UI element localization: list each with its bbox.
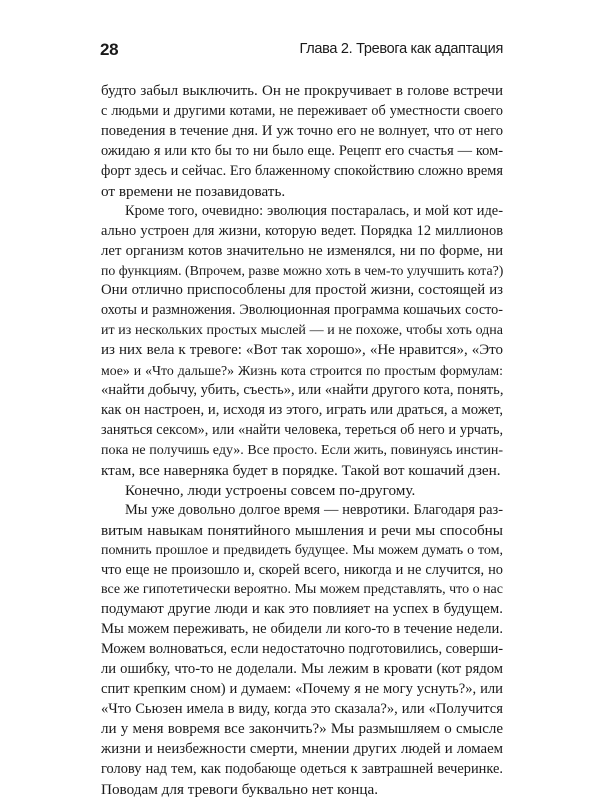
text-line: «найти добычу, убить, съесть», или «найти другого кота, понять, [101,382,504,399]
chapter-title: Глава 2. Тревога как адаптация [299,41,503,57]
text-line: Они отлично приспособлены для простой жизни, состоящей из [101,282,503,299]
text-line: Мы можем переживать, не обидели ли кого-то в течение недели. [101,621,503,638]
text-line: жизни и неизбежности смерти, мнении других людей и ломаем [101,740,503,757]
paragraph-first-line: Мы уже довольно долгое время — невротики. Благодаря раз- [125,501,503,518]
text-line: от времени не позавидовать. [101,182,286,200]
text-line: помнить прошлое и предвидеть будущее. Мы можем думать о том, [101,542,503,558]
paragraph-first-line: Кроме того, очевидно: эволюция постаралась, и мой кот иде- [125,202,503,219]
text-line: голову над тем, как подобающе одеться к завтрашней вечеринке. [101,760,503,777]
text-line: ит из нескольких простых мыслей — и не похоже, чтобы хоть одна [101,323,503,339]
text-line: подумают другие люди и как это повлияет на успех в будущем. [101,601,503,618]
text-line: витым навыкам понятийного мышления и речи мы способны [101,521,503,539]
body-text [101,82,503,800]
text-line: пока не получишь еду». Все просто. Если жить, повинуясь инстин- [101,442,503,458]
text-line: с людьми и другими котами, не переживает об уместности своего [101,102,503,119]
text-line: Можем волноваться, если недостаточно подготовились, соверши- [101,641,504,658]
text-line: из них вела к тревоге: «Вот так хорошо», «Не нравится», «Это [101,342,503,359]
text-line: будто забыл выключить. Он не прокручивает в голове встречи [101,83,503,99]
text-line: ли ошибку, что-то не доделали. Мы лежим в кровати (кот рядом [101,661,503,678]
text-line: все же гипотетически вероятно. Мы можем представлять, что о нас [101,582,503,598]
text-line: поведения в течение дня. И уж точно его не волнует, что от него [101,122,503,139]
paragraph-first-line: Конечно, люди устроены совсем по-другому. [125,481,416,499]
text-line: по функциям. (Впрочем, разве можно хоть в чем-то улучшить кота?) [101,263,504,279]
text-line: лет организм котов значительно не изменялся, ни по форме, ни [101,242,503,259]
text-line: что еще не произошло и, скорей всего, никогда и не случится, но [101,561,503,578]
text-line: форт здесь и сейчас. Его блаженному спокойствию сложно время [101,162,503,179]
text-line: как он настроен, и, исходя из этого, играть или драться, а может, [101,402,503,418]
text-line: ктам, все наверняка будет в порядке. Такой вот кошачий дзен. [101,461,501,479]
text-line: охоты и размножения. Эволюционная программа кошачьих состо- [101,302,503,319]
page-number: 28 [100,40,119,59]
running-head [100,40,503,64]
text-line: «Что Сьюзен имела в виду, когда это сказала?», или «Получится [101,701,503,718]
text-line: Поводам для тревоги буквально нет конца. [101,780,379,798]
text-line: ожидаю я или кто бы то ни было еще. Рецепт его счастья — ком- [101,142,503,159]
text-line: заняться сексом», или «найти человека, тереться об него и урчать, [101,421,503,438]
text-line: мое» и «Что дальше?» Жизнь кота строится по простым формулам: [101,363,503,379]
text-line: ли у меня вовремя все закончить?» Мы размышляем о смысле [101,721,503,737]
text-line: ально устроен для жизни, которую ведет. Порядка 12 миллионов [101,222,503,239]
text-line: спит крепким сном) и думаем: «Почему я не могу уснуть?», или [101,681,503,698]
